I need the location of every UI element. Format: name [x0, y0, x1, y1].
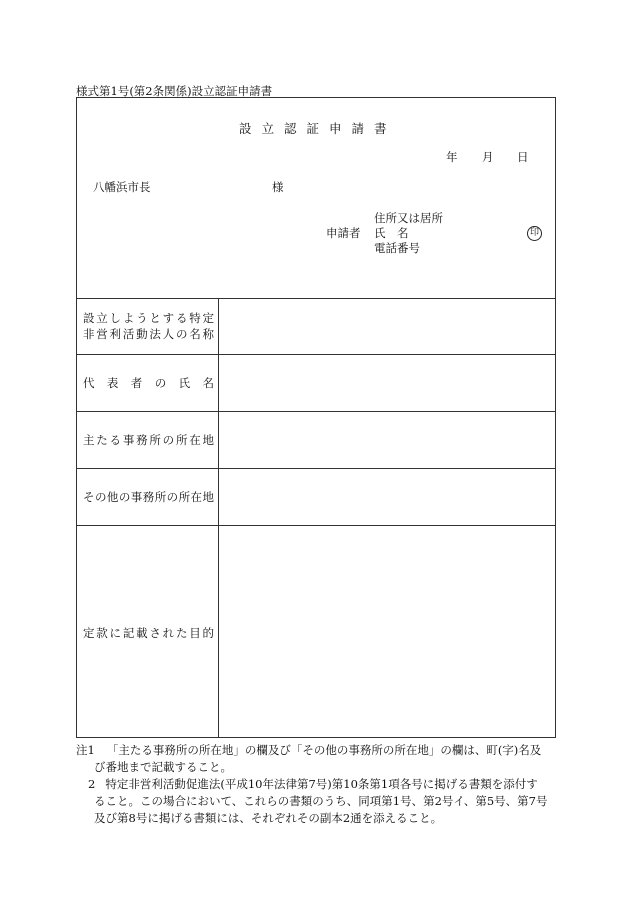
- note-2-text-1: 特定非営利活動促進法(平成10年法律第7号)第10条第1項各号に掲げる書類を添付す: [105, 777, 538, 791]
- divider: [77, 525, 555, 526]
- date-year: 年: [446, 150, 458, 164]
- note-2-marker: 2: [88, 777, 96, 791]
- divider: [77, 354, 555, 355]
- row-label-representative: 代表者の氏名: [83, 376, 214, 390]
- column-divider: [218, 298, 219, 737]
- form-caption: 様式第1号(第2条関係)設立認証申請書: [76, 84, 273, 98]
- notes: [76, 742, 566, 827]
- note-2-text-3: 及び第8号に掲げる書類には、それぞれその副本2通を添えること。: [94, 811, 443, 825]
- date-month: 月: [482, 150, 494, 164]
- note-1-marker: 注1: [76, 743, 95, 757]
- note-2-line: [76, 776, 566, 793]
- row-label-org-name-2: 非営利活動法人の名称: [83, 327, 214, 341]
- form-title: 設立認証申請書: [239, 121, 397, 136]
- applicant-address-label: 住所又は居所: [374, 211, 443, 225]
- divider: [77, 411, 555, 412]
- row-label-purpose: 定款に記載された目的: [83, 626, 214, 640]
- honorific: 様: [272, 180, 284, 194]
- applicant-phone-label: 電話番号: [374, 241, 420, 255]
- divider: [77, 298, 555, 299]
- row-label-main-office: 主たる事務所の所在地: [83, 433, 214, 447]
- date-day: 日: [517, 150, 529, 164]
- applicant-name-label: 氏 名: [374, 226, 409, 240]
- addressee: 八幡浜市長: [93, 180, 151, 194]
- note-1-line: [76, 742, 566, 759]
- applicant-label: 申請者: [326, 226, 361, 240]
- row-label-org-name-1: 設立しようとする特定: [83, 311, 214, 325]
- seal-mark: 印: [527, 226, 542, 241]
- divider: [77, 468, 555, 469]
- application-form: [76, 97, 556, 738]
- note-1-text-1: 「主たる事務所の所在地」の欄及び「その他の事務所の所在地」の欄は、町(字)名及: [106, 743, 542, 757]
- note-2-text-2: ること。この場合において、これらの書類のうち、同項第1号、第2号イ、第5号、第7号: [94, 794, 548, 808]
- row-label-other-office: その他の事務所の所在地: [83, 490, 214, 504]
- note-1-text-2: び番地まで記載すること。: [94, 760, 232, 774]
